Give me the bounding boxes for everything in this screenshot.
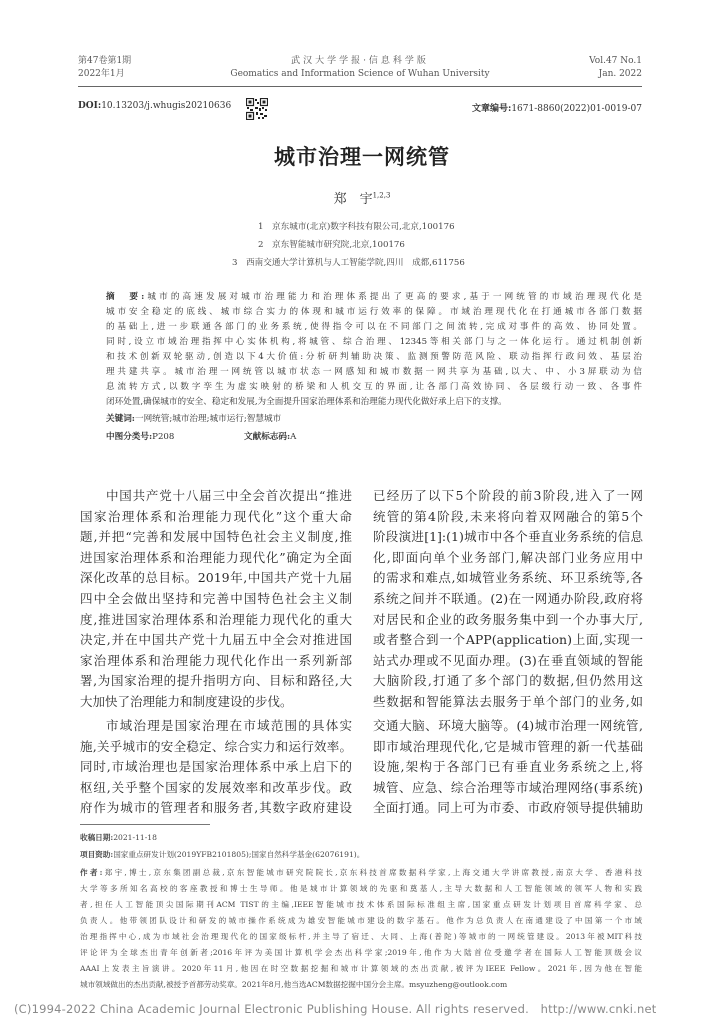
body-right-line: 已经历了以下5个阶段的前3阶段,进入了一网 <box>373 488 643 503</box>
clc-label: 中图分类号: <box>106 432 153 442</box>
body-right-line: 站式办理或不见面办理。(3)在垂直领域的智能 <box>373 652 643 668</box>
header-date-cn: 2022年1月 <box>78 69 125 79</box>
keywords-label: 关键词: <box>106 414 135 424</box>
author-bio-line: 作者:郑宇,博士,京东集团副总裁,京东智能城市研究院院长,京东科技首席数据科学家,上海交通大学讲席教授,南京大学、香港科技 <box>80 868 642 877</box>
header-journal-cn: 武汉大学学报·信息科学版 <box>291 56 429 66</box>
body-right-line: 系统之间并不联通。(2)在一网通办阶段,政府将 <box>373 591 643 606</box>
body-left-line: 决定,并在中国共产党十九届五中全会对推进国 <box>80 632 352 648</box>
author-bio-label: 作者: <box>80 868 103 877</box>
body-left-line: 大加快了治理能力和制度建设的步伐。 <box>80 694 293 709</box>
body-left-line: 署,为国家治理的提升指明方向、目标和路径,大 <box>80 673 352 689</box>
doi-value[interactable]: 10.13203/j.whugis20210636 <box>101 101 232 111</box>
doi-line <box>78 101 231 111</box>
abstract-line: 城市安全稳定的底线、城市综合实力的体现和城市运行效率的保障。市域治理现代化在打通城市各部门数据 <box>106 307 642 317</box>
body-left-line: 家治理体系和治理能力现代化作出一系列新部 <box>80 652 352 668</box>
abstract-line: 息流转方式,以数字孪生为虚实映射的桥梁和人机交互的界面,让各部门高效协同、各层级行动一致、各事件 <box>106 382 642 392</box>
clc-value: P208 <box>152 432 175 442</box>
body-left-line: 市域治理是国家治理在市域范围的具体实 <box>106 718 352 733</box>
received-label: 收稿日期: <box>80 833 114 842</box>
body-right-line: 的需求和难点,如城管业务系统、环卫系统等,各 <box>373 570 643 586</box>
body-left-line: 题,并把“完善和发展中国特色社会主义制度,推 <box>80 529 352 545</box>
author-bio-line: 者,担任人工智能顶尖国际期刊ACM TIST的主编,IEEE智能城市技术体系国际标准组主席,国家重点研发计划项目首席科学家、总 <box>80 900 642 909</box>
body-left-line: 施,关乎城市的安全稳定、综合实力和运行效率。 <box>80 738 352 754</box>
body-right-line: 全面打通。同上可为市委、市政府领导提供辅助 <box>373 800 643 816</box>
received-value: 2021-11-18 <box>113 833 157 842</box>
body-right-line: 化,即面向单个业务部门,解决部门业务应用中 <box>373 549 643 565</box>
abstract-line: 闭环处置,确保城市的安全、稳定和发展,为全面提升国家治理体系和治理能力现代化做好承上启下的支撑。 <box>106 397 507 407</box>
body-right-line: 阶段演进[1]:(1)城市中各个垂直业务系统的信息 <box>373 529 643 545</box>
paper-title: 城市治理一网统管 <box>274 144 450 169</box>
author-bio-line: 评论评为全球杰出青年创新者;2016年评为美国计算机学会杰出科学家;2019年,他作为大陆首位受邀学者在国际人工智能顶级会议 <box>80 948 642 957</box>
abstract-line: 的基础上,进一步联通各部门的业务系统,使得指令可以在不同部门之间流转,完成对事件的高效、协同处置。 <box>106 322 642 332</box>
body-left-line: 中国共产党十八届三中全会首次提出“推进 <box>106 488 352 503</box>
doc-code-value: A <box>290 432 297 442</box>
footnote-rule <box>80 824 210 825</box>
author-bio-line: 城市领域做出的杰出贡献,被授予首都劳动奖章。2021年8月,他当选ACM数据挖掘中国分会主席。msyuzheng@outlook.com <box>80 980 508 989</box>
header-volume-cn: 第47卷第1期 <box>78 56 132 66</box>
body-left-line: 府作为城市的管理者和服务者,其数字政府建设 <box>80 800 352 816</box>
author-name: 郑 宇 <box>333 192 373 207</box>
doc-code-label: 文献标志码: <box>244 432 291 442</box>
body-right-line: 对居民和企业的政务服务集中到一个办事大厅, <box>373 611 643 627</box>
publisher-copyright-line: (C)1994-2022 China Academic Journal Electronic Publishing House. All rights reserved. http://www.cnki.net <box>14 1002 657 1016</box>
abstract-line: 和技术创新双轮驱动,创造以下4大价值:分析研判辅助决策、监测预警防范风险、联动指挥行政问效、基层治 <box>106 352 642 362</box>
body-right-line: 大脑阶段,打通了多个部门的数据,但仍然用这 <box>373 673 643 689</box>
header-rule <box>78 86 642 87</box>
affiliation-3: 3 西南交通大学计算机与人工智能学院,四川 成都,611756 <box>232 258 465 268</box>
body-left-line: 度,推进国家治理体系和治理能力现代化的重大 <box>80 611 352 627</box>
affiliation-1: 1 京东城市(北京)数字科技有限公司,北京,100176 <box>258 222 455 232</box>
author-line <box>0 188 724 207</box>
body-left-line: 同时,市域治理也是国家治理体系中承上启下的 <box>80 759 352 775</box>
received-line <box>80 831 157 845</box>
author-bio-line: AAAI上发表主旨演讲。2020年11月,他因在时空数据挖掘和城市计算领域的杰出贡献,被评为IEEE Fellow。2021年,因为他在智能 <box>80 964 642 973</box>
author-bio-line: 负责人。他带领团队设计和研发的城市操作系统成为雄安智能城市建设的数字基石。他作为总负责人在南通建设了中国第一个市域 <box>80 916 642 925</box>
abstract-line: 摘 要:城市的高速发展对城市治理能力和治理体系提出了更高的要求,基于一网统管的市域治理现代化是 <box>106 292 642 302</box>
header-date-en: Jan. 2022 <box>598 69 642 79</box>
body-right-line: 即市域治理现代化,它是城市管理的新一代基础 <box>373 738 643 754</box>
clc-line <box>106 430 174 445</box>
body-right-line: 或者整合到一个APP(application)上面,实现一 <box>373 632 643 648</box>
article-number-label: 文章编号: <box>472 104 512 114</box>
body-right-line: 交通大脑、环境大脑等。(4)城市治理一网统管, <box>373 718 643 733</box>
header-volume-en: Vol.47 No.1 <box>589 56 642 66</box>
doc-code-line <box>244 430 296 445</box>
author-affiliation-marks: 1,2,3 <box>372 191 391 200</box>
abstract-label: 摘 要: <box>106 292 145 302</box>
doi-label: DOI: <box>78 101 102 111</box>
body-right-line: 设施,架构于各部门已有垂直业务系统之上,将 <box>373 759 643 775</box>
body-right-line: 统管的第4阶段,未来将向着双网融合的第5个 <box>373 508 643 524</box>
abstract-line: 同时,设立市域治理指挥中心实体机构,将城管、综合治理、12345等相关部门与之一体化运行。通过机制创新 <box>106 337 642 347</box>
header-journal-en: Geomatics and Information Science of Wuhan University <box>230 69 490 79</box>
article-number-line <box>464 101 642 114</box>
abstract-line: 理共建共享。城市治理一网统管以城市状态一网感知和城市数据一网共享为基础,以大、中、小3屏联动为信 <box>106 367 642 377</box>
affiliation-2: 2 京东智能城市研究院,北京,100176 <box>258 240 405 250</box>
body-left-line: 四中全会做出坚持和完善中国特色社会主义制 <box>80 591 352 606</box>
body-left-line: 枢纽,关乎整个国家的发展效率和改革步伐。政 <box>80 779 352 795</box>
qr-code-icon[interactable] <box>246 98 268 120</box>
article-number-value: 1671-8860(2022)01-0019-07 <box>511 104 642 114</box>
fund-line <box>80 848 364 862</box>
fund-value: 国家重点研发计划(2019YFB2101805);国家自然科学基金(62076191)。 <box>113 850 365 859</box>
author-bio-line: 大学等多所知名高校的客座教授和博士生导师。他是城市计算领域的先驱和奠基人,主导大数据和人工智能领域的领军人物和实践 <box>80 884 642 893</box>
author-bio-line: 治理指挥中心,成为市域社会治理现代化的国家级标杆,并主导了宿迁、大同、上海(普陀)等城市的一网统管建设。2013年被MIT科技 <box>80 932 642 941</box>
body-left-line: 深化改革的总目标。2019年,中国共产党十九届 <box>80 570 352 586</box>
keywords-value: 一网统管;城市治理;城市运行;智慧城市 <box>134 414 282 424</box>
body-right-line: 些数据和智能算法去服务于单个部门的业务,如 <box>373 694 643 709</box>
body-right-line: 城管、应急、综合治理等市域治理网络(事系统) <box>373 779 643 795</box>
body-left-line: 进国家治理体系和治理能力现代化”确定为全面 <box>80 549 352 565</box>
fund-label: 项目资助: <box>80 850 114 859</box>
keywords-line <box>106 412 281 427</box>
body-left-line: 国家治理体系和治理能力现代化”这个重大命 <box>80 508 352 524</box>
